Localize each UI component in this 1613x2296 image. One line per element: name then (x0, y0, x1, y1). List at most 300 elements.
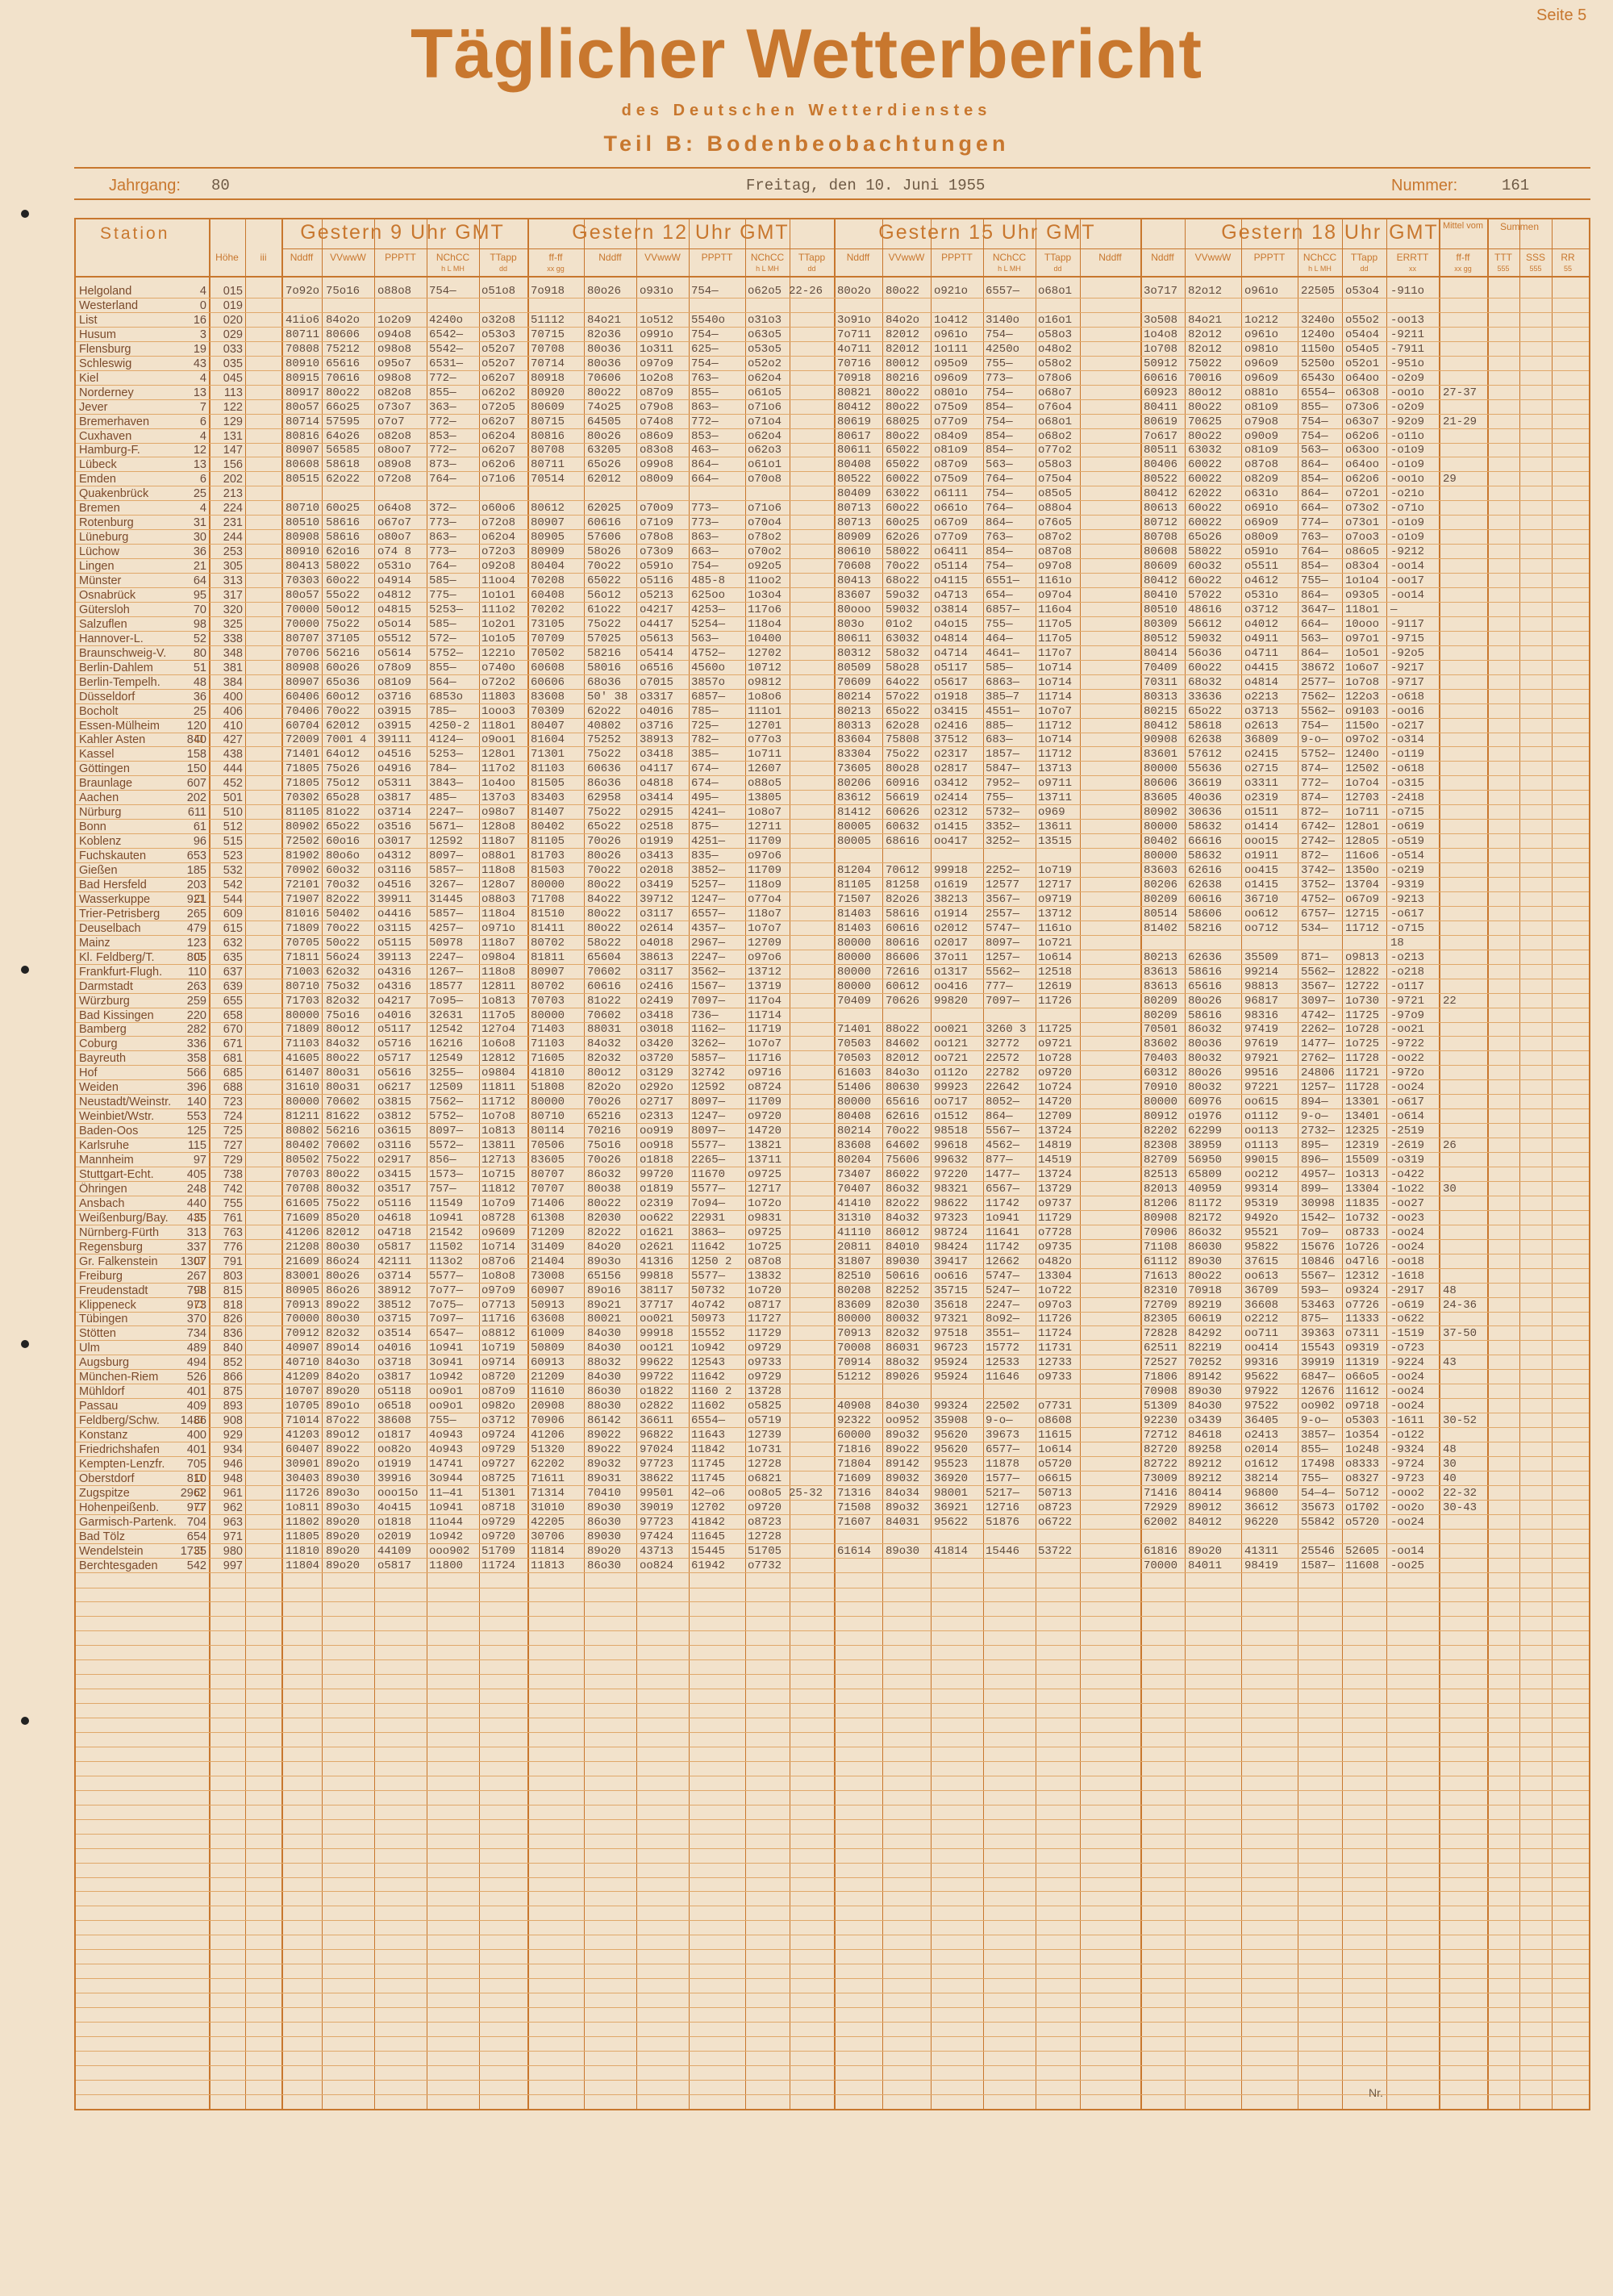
obs-cell: 1o715 (481, 1167, 516, 1181)
obs-cell: 99918 (934, 864, 969, 877)
obs-cell: 99501 (640, 1486, 674, 1500)
table-row (76, 530, 1589, 545)
obs-cell: 65022 (886, 444, 920, 457)
obs-cell: 89219 (1188, 1298, 1223, 1312)
obs-cell: 75o16 (326, 285, 361, 298)
obs-cell: o87o8 (748, 1254, 782, 1268)
obs-cell: 86o36 (587, 777, 622, 791)
obs-cell: 1o942 (429, 1371, 464, 1384)
obs-cell: o931o (640, 285, 674, 298)
table-row (76, 921, 1589, 936)
obs-cell: 593— (1301, 1284, 1328, 1297)
station-index: 963 (223, 1515, 243, 1529)
obs-cell: o63o5 (748, 328, 782, 341)
obs-cell: 82o32 (326, 1327, 361, 1341)
obs-cell: 63032 (886, 632, 920, 645)
obs-cell: 80o26 (326, 1269, 361, 1283)
obs-cell: 89o3o (587, 1254, 622, 1268)
obs-cell: o74o8 (640, 415, 674, 428)
obs-cell: 81402 (1144, 921, 1178, 935)
obs-cell: 864— (691, 458, 719, 472)
obs-cell: 36809 (1244, 733, 1279, 747)
obs-cell: 60o26 (326, 661, 361, 674)
obs-cell: 1o8o7 (748, 806, 782, 820)
column-subheader-nchcc: h L MH (441, 265, 465, 273)
obs-cell: 50912 (1144, 357, 1178, 370)
obs-cell: 81412 (837, 806, 872, 820)
obs-cell: 53722 (1038, 1544, 1073, 1558)
obs-cell: 5562— (1301, 965, 1336, 979)
obs-cell: o4217 (377, 994, 412, 1008)
obs-cell: -1o22 (1390, 1182, 1425, 1196)
obs-cell: 80209 (1144, 892, 1178, 906)
obs-cell: 863— (691, 400, 719, 414)
obs-cell: 773— (691, 502, 719, 516)
obs-cell: 18577 (429, 979, 464, 993)
obs-cell: o87o2 (1038, 531, 1073, 545)
station-index: 510 (223, 806, 243, 820)
station-index: 818 (223, 1298, 243, 1312)
obs-cell: o1512 (934, 1110, 969, 1124)
obs-cell: 3262— (691, 1037, 726, 1051)
station-height: 0 (199, 298, 206, 312)
obs-cell: 97321 (934, 1313, 969, 1326)
station-height: 95 (193, 588, 206, 602)
obs-cell: 853— (429, 429, 456, 443)
obs-cell: 72616 (886, 965, 920, 979)
obs-cell: 31409 (531, 1240, 565, 1254)
column-subheader-errtt: xx (1409, 265, 1416, 273)
obs-cell: 62o22 (326, 473, 361, 486)
obs-cell: 1350o (1345, 864, 1380, 877)
group-header-18: Gestern 18 Uhr GMT (1221, 221, 1439, 244)
obs-cell: 65156 (587, 1269, 622, 1283)
obs-cell: 764— (429, 560, 456, 574)
obs-cell: 81411 (531, 921, 565, 935)
obs-cell: 65022 (587, 574, 622, 587)
obs-cell: o77o4 (748, 892, 782, 906)
obs-cell: 3260 3 (986, 1023, 1027, 1037)
obs-cell: 12739 (748, 1429, 782, 1442)
column-subheader-ttt: 555 (1497, 265, 1510, 273)
obs-cell: 12502 (1345, 762, 1380, 776)
obs-cell: 6551— (986, 574, 1020, 587)
obs-cell: 6757— (1301, 907, 1336, 920)
station-height: 4 (199, 371, 206, 385)
obs-cell: -oo13 (1390, 313, 1425, 327)
obs-cell: o98o7 (481, 806, 516, 820)
obs-cell: 98419 (1244, 1559, 1279, 1572)
station-name: List (79, 313, 98, 327)
obs-cell: o52o7 (481, 357, 516, 370)
column-header-nddff: Nddff (598, 252, 622, 263)
obs-cell: 70407 (837, 1182, 872, 1196)
station-height: 553 (186, 1110, 206, 1124)
obs-cell: 80005 (837, 835, 872, 849)
obs-cell: o982o (481, 1400, 516, 1413)
obs-cell: 6857— (691, 690, 726, 703)
obs-cell: 75o22 (587, 806, 622, 820)
station-height: 798 (186, 1284, 206, 1297)
obs-cell: 70602 (326, 1139, 361, 1153)
station-height: 263 (186, 979, 206, 993)
table-row (76, 588, 1589, 603)
obs-cell: o61o1 (748, 458, 782, 472)
obs-cell: 4250o (986, 342, 1020, 356)
table-row (76, 516, 1589, 530)
obs-cell: 1o731 (748, 1443, 782, 1456)
obs-cell: 60o22 (1188, 502, 1223, 516)
station-name: Quakenbrück (79, 487, 149, 501)
obs-cell: oo616 (934, 1269, 969, 1283)
obs-cell: 51212 (837, 1371, 872, 1384)
obs-cell: 754— (986, 560, 1013, 574)
obs-cell: 754— (986, 328, 1013, 341)
column-header-ttapp: TTapp (1044, 252, 1072, 263)
gust-cell: 29 (1443, 473, 1457, 486)
obs-cell: o2019 (377, 1530, 412, 1543)
obs-cell: o5311 (377, 777, 412, 791)
obs-cell: 772— (429, 415, 456, 428)
obs-cell: 122o3 (1345, 690, 1380, 703)
obs-cell: 4o711 (837, 342, 872, 356)
obs-cell: o9725 (748, 1225, 782, 1239)
station-name: Feldberg/Schw. (79, 1414, 160, 1428)
obs-cell: 81105 (837, 878, 872, 891)
obs-cell: 80000 (1144, 850, 1178, 863)
obs-cell: 98424 (934, 1240, 969, 1254)
obs-cell: 1o2o8 (640, 371, 674, 385)
obs-cell: 764— (986, 502, 1013, 516)
obs-cell: o1817 (377, 1429, 412, 1442)
station-height: 396 (186, 1081, 206, 1095)
blank-row-rule (76, 1848, 1589, 1849)
obs-cell: 80608 (286, 458, 320, 472)
obs-cell: o961o (1244, 285, 1279, 298)
obs-cell: 58616 (326, 516, 361, 530)
obs-cell: o53o3 (481, 328, 516, 341)
obs-cell: 1o941 (986, 1211, 1020, 1225)
obs-cell: 58616 (1188, 965, 1223, 979)
obs-cell: o77o9 (934, 415, 969, 428)
obs-cell: 117o2 (481, 762, 516, 776)
obs-cell: 61407 (286, 1067, 320, 1080)
table-row (76, 457, 1589, 472)
obs-cell: 80000 (1144, 1096, 1178, 1109)
station-name: Norderney (79, 386, 134, 399)
obs-cell: oo824 (640, 1559, 674, 1572)
obs-cell: 864— (986, 516, 1013, 530)
obs-cell: 70503 (837, 1052, 872, 1066)
obs-cell: 80917 (286, 386, 320, 399)
obs-cell: o981o (1244, 342, 1279, 356)
obs-cell: 1257— (1301, 1081, 1336, 1095)
obs-cell: 56o12 (587, 588, 622, 602)
obs-cell: — (1390, 603, 1398, 616)
table-row (76, 545, 1589, 559)
obs-cell: 39417 (934, 1254, 969, 1268)
obs-cell: 70707 (531, 1182, 565, 1196)
obs-cell: 99314 (1244, 1182, 1279, 1196)
obs-cell: 84o30 (886, 1400, 920, 1413)
obs-cell: o3812 (377, 1110, 412, 1124)
obs-cell: 82012 (886, 328, 920, 341)
obs-cell: o740o (481, 661, 516, 674)
obs-cell: 70403 (1144, 1052, 1178, 1066)
obs-cell: -oo14 (1390, 560, 1425, 574)
blank-row-rule (76, 1920, 1589, 1921)
gust-cell: 26 (1443, 1139, 1457, 1153)
obs-cell: 80o30 (326, 1313, 361, 1326)
obs-cell: 97522 (1244, 1400, 1279, 1413)
obs-cell: 75022 (1188, 357, 1223, 370)
obs-cell: 22505 (1301, 285, 1336, 298)
obs-cell: 82030 (587, 1211, 622, 1225)
obs-cell: o2415 (1244, 748, 1279, 762)
obs-cell: 12716 (986, 1501, 1020, 1514)
obs-cell: 80208 (837, 1284, 872, 1297)
station-height: 282 (186, 1023, 206, 1037)
obs-cell: 55o22 (326, 588, 361, 602)
obs-cell: 80816 (531, 429, 565, 443)
obs-cell: 70410 (587, 1486, 622, 1500)
obs-cell: 35509 (1244, 950, 1279, 964)
obs-cell: 80o28 (886, 762, 920, 776)
column-header-errtt: ERRTT (1396, 252, 1429, 263)
obs-cell: 80000 (1144, 762, 1178, 776)
table-row (76, 1225, 1589, 1240)
obs-cell: o8728 (481, 1211, 516, 1225)
table-row (76, 298, 1589, 313)
obs-cell: 36710 (1244, 892, 1279, 906)
obs-cell: 80213 (1144, 950, 1178, 964)
table-row (76, 1341, 1589, 1355)
blank-row-rule (76, 2022, 1589, 2023)
table-row (76, 501, 1589, 516)
obs-cell: 117o5 (1038, 617, 1073, 631)
obs-cell: 11721 (1345, 1067, 1380, 1080)
obs-cell: 12713 (481, 1154, 516, 1167)
obs-cell: 89o32 (587, 1457, 622, 1471)
obs-cell: -o618 (1390, 690, 1425, 703)
obs-cell: 60408 (531, 588, 565, 602)
obs-cell: 71806 (1144, 1371, 1178, 1384)
obs-cell: 6554— (1301, 386, 1336, 399)
obs-cell: 89o31 (587, 1472, 622, 1485)
obs-cell: 97221 (1244, 1081, 1279, 1095)
obs-cell: o4911 (1244, 632, 1279, 645)
station-index: 738 (223, 1167, 243, 1181)
obs-cell: 68o32 (1188, 675, 1223, 689)
obs-cell: 80613 (1144, 502, 1178, 516)
station-height: 185 (186, 864, 206, 877)
blank-row-rule (76, 1891, 1589, 1892)
obs-cell: 80905 (286, 1284, 320, 1297)
obs-cell: 42—o6 (691, 1486, 726, 1500)
column-header-hoehe: Höhe (215, 252, 239, 263)
obs-cell: 89o22 (326, 1298, 361, 1312)
obs-cell: 82219 (1188, 1342, 1223, 1355)
obs-cell: 772— (429, 371, 456, 385)
obs-cell: 83613 (1144, 965, 1178, 979)
obs-cell: 11319 (1345, 1356, 1380, 1370)
obs-cell: o52o2 (748, 357, 782, 370)
obs-cell: 80606 (326, 328, 361, 341)
obs-cell: 73605 (837, 762, 872, 776)
obs-cell: 60619 (1188, 1313, 1223, 1326)
obs-cell: o8oo7 (377, 444, 412, 457)
obs-cell: 12711 (748, 820, 782, 834)
obs-cell: o92o8 (481, 560, 516, 574)
obs-cell: 5671— (429, 820, 464, 834)
obs-cell: -9211 (1390, 328, 1425, 341)
column-header-vvwww: VVwwW (888, 252, 925, 263)
obs-cell: 80619 (1144, 415, 1178, 428)
obs-cell: 1240o (1345, 748, 1380, 762)
table-row (76, 1008, 1589, 1023)
obs-cell: o97o2 (1345, 733, 1380, 747)
table-row (76, 1051, 1589, 1066)
obs-cell: o98o8 (377, 371, 412, 385)
obs-cell: 127o4 (481, 1023, 516, 1037)
obs-cell: 58022 (1188, 545, 1223, 559)
gust-cell: 48 (1443, 1284, 1457, 1297)
obs-cell: 58618 (326, 458, 361, 472)
obs-cell: 84o3o (326, 1356, 361, 1370)
obs-cell: 875— (1301, 1313, 1328, 1326)
obs-cell: 62636 (1188, 950, 1223, 964)
obs-cell: 6863— (986, 675, 1020, 689)
obs-cell: 117o6 (748, 603, 782, 616)
obs-cell: o7731 (1038, 1400, 1073, 1413)
obs-cell: o6722 (1038, 1515, 1073, 1529)
obs-cell: 12619 (1038, 979, 1073, 993)
obs-cell: 117o7 (1038, 646, 1073, 660)
obs-cell: o3117 (640, 965, 674, 979)
obs-cell: -972o (1390, 1067, 1425, 1080)
obs-cell: o591o (640, 560, 674, 574)
obs-cell: o661o (934, 502, 969, 516)
table-row (76, 690, 1589, 704)
obs-cell: 80711 (531, 458, 565, 472)
obs-cell: 58632 (1188, 820, 1223, 834)
obs-cell: 58o28 (886, 661, 920, 674)
obs-cell: 82o36 (587, 328, 622, 341)
obs-cell: 98321 (934, 1182, 969, 1196)
obs-cell: o3814 (934, 603, 969, 616)
station-name: Weißenburg/Bay. (79, 1211, 169, 1225)
obs-cell: o1415 (1244, 878, 1279, 891)
blank-row-rule (76, 2080, 1589, 2081)
station-height: 542 (186, 1559, 206, 1572)
station-height: 7 (199, 400, 206, 414)
obs-cell: 73009 (1144, 1472, 1178, 1485)
obs-cell: o71o6 (748, 502, 782, 516)
obs-cell: o4612 (1244, 574, 1279, 587)
obs-cell: 37512 (934, 733, 969, 747)
table-row (76, 791, 1589, 805)
obs-cell: 80910 (286, 357, 320, 370)
obs-cell: 30998 (1301, 1196, 1336, 1210)
obs-cell: 20811 (837, 1240, 872, 1254)
obs-cell: 88o32 (886, 1356, 920, 1370)
obs-cell: 81105 (531, 835, 565, 849)
obs-cell: o2416 (934, 719, 969, 733)
obs-cell: 97518 (934, 1327, 969, 1341)
obs-cell: 22502 (986, 1400, 1020, 1413)
obs-cell: o969 (1038, 806, 1065, 820)
obs-cell: 1o726 (1345, 1240, 1380, 1254)
obs-cell: 41206 (531, 1429, 565, 1442)
obs-cell: 35618 (934, 1298, 969, 1312)
obs-cell: 95622 (934, 1515, 969, 1529)
obs-cell: 71609 (837, 1472, 872, 1485)
station-height: 358 (186, 1052, 206, 1066)
obs-cell: o97o1 (1345, 632, 1380, 645)
obs-cell: o2715 (1244, 762, 1279, 776)
obs-cell: -o314 (1390, 733, 1425, 747)
obs-cell: 80612 (531, 502, 565, 516)
obs-cell: 89026 (886, 1371, 920, 1384)
obs-cell: 56950 (1188, 1154, 1223, 1167)
obs-cell: 89o20 (326, 1559, 361, 1572)
obs-cell: 563— (691, 632, 719, 645)
section-title: Teil B: Bodenbeobachtungen (603, 131, 1010, 156)
column-header-nddff: Nddff (1098, 252, 1122, 263)
obs-cell: 11731 (1038, 1342, 1073, 1355)
obs-cell: 13724 (1038, 1125, 1073, 1138)
obs-cell: 12607 (748, 762, 782, 776)
obs-cell: 11728 (1345, 1052, 1380, 1066)
obs-cell: -o1o9 (1390, 516, 1425, 530)
obs-cell: 85o20 (326, 1211, 361, 1225)
obs-cell: 89o32 (886, 1429, 920, 1442)
obs-cell: 71703 (286, 994, 320, 1008)
obs-cell: 13401 (1345, 1110, 1380, 1124)
obs-cell: o5614 (377, 646, 412, 660)
obs-cell: o2613 (1244, 719, 1279, 733)
station-name: Cuxhaven (79, 429, 132, 443)
obs-cell: 70626 (886, 994, 920, 1008)
obs-cell: 70914 (837, 1356, 872, 1370)
obs-cell: 854— (986, 444, 1013, 457)
obs-cell: 97723 (640, 1457, 674, 1471)
station-name: Weinbiet/Wstr. (79, 1110, 155, 1124)
station-name: Berlin-Dahlem (79, 661, 153, 674)
obs-cell: 86012 (886, 1225, 920, 1239)
blank-row-rule (76, 1863, 1589, 1864)
obs-cell: o75o9 (934, 400, 969, 414)
obs-cell: 12717 (1038, 878, 1073, 891)
obs-cell: o3415 (934, 704, 969, 718)
obs-cell: 54—4— (1301, 1486, 1336, 1500)
obs-cell: 81206 (1144, 1196, 1178, 1210)
obs-cell: 1o7o7 (748, 921, 782, 935)
obs-cell: 1477— (1301, 1037, 1336, 1051)
obs-cell: 13719 (748, 979, 782, 993)
column-header-nchcc: NChCC (750, 252, 785, 263)
obs-cell: 80o22 (587, 878, 622, 891)
obs-cell: o86o9 (640, 429, 674, 443)
obs-cell: 41410 (837, 1196, 872, 1210)
obs-cell: 13821 (748, 1139, 782, 1153)
obs-cell: -oo2o (1390, 1501, 1425, 1514)
station-name: Regensburg (79, 1240, 143, 1254)
obs-cell: 66616 (1188, 835, 1223, 849)
station-name: Berlin-Tempelh. (79, 675, 160, 689)
obs-cell: 80609 (1144, 560, 1178, 574)
obs-cell: 871— (1301, 950, 1328, 964)
